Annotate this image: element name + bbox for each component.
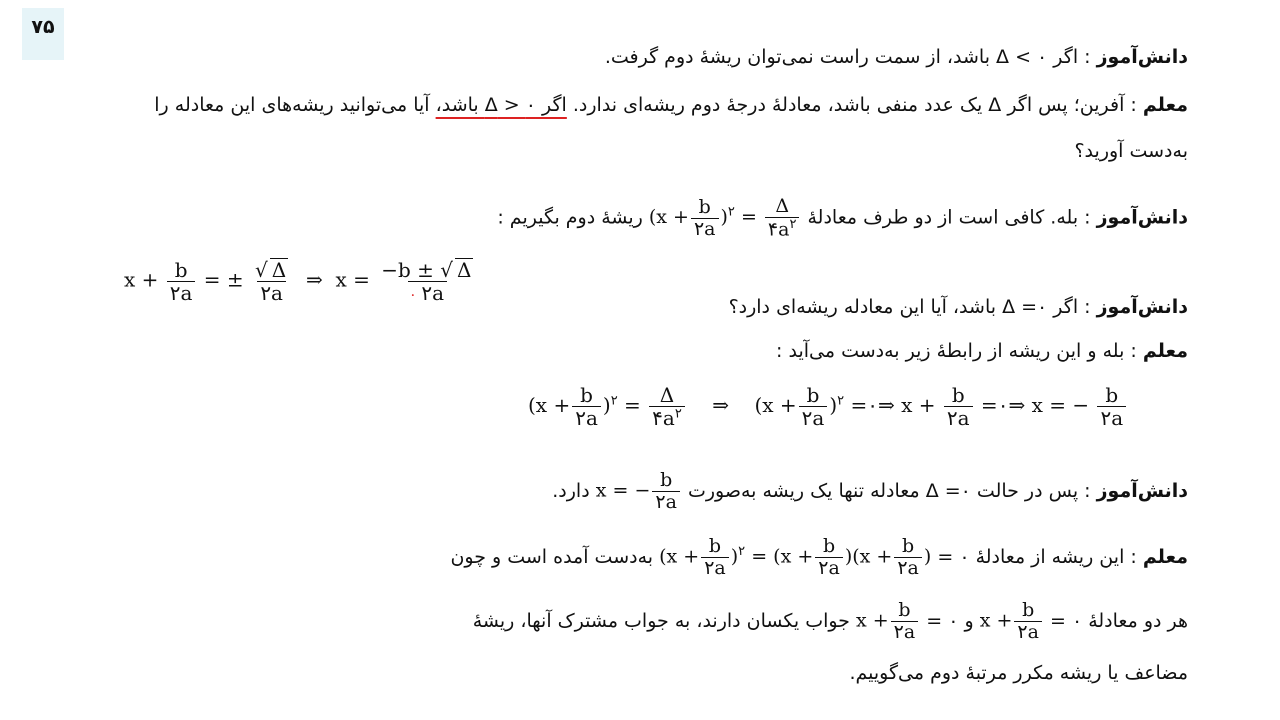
line-text: و ۰ = — [926, 609, 974, 632]
speaker-student: دانش‌آموز — [1096, 479, 1188, 502]
speaker-teacher: معلم — [1142, 545, 1188, 568]
line-text: ریشهٔ دوم بگیریم : — [497, 206, 643, 229]
equation-inline: (x + $\frac{b}{۲a}$ )$^۲$ = (x + $\frac{b}{۲a}$ )(x + $\frac{b}{۲a}$ ) — [659, 535, 932, 579]
dialogue-line-5 — [729, 296, 1188, 318]
line-text: دارد. — [552, 479, 590, 502]
speaker-teacher: معلم — [1142, 340, 1188, 362]
speaker-student: دانش‌آموز — [1096, 296, 1188, 318]
line-text: جواب یکسان دارند، به جواب مشترک آنها، ریشهٔ — [472, 609, 850, 632]
line-text: : پس در حالت ۰= Δ معادله تنها یک ریشه به‌صورت — [687, 479, 1091, 502]
equation-inline: x + $\frac{b}{۲a}$ — [856, 600, 920, 643]
dialogue-line-8 — [450, 536, 1188, 579]
line-text: : این ریشه از معادلهٔ ۰ = — [937, 545, 1137, 568]
dialogue-line-2 — [154, 94, 1188, 116]
double-root-derivation: (x + $\frac{b}{۲a}$ )$^۲$ = $\frac{\Delta}{۴a^۲}$ ⇒ (x + $\frac{b}{۲a}$ )$^۲$ =۰⇒ x + $\frac{b}{۲a}$ =۰⇒ x = − $\frac{b}{۲a}$ — [528, 384, 1128, 429]
line-text: به‌دست آمده است و چون — [450, 545, 654, 568]
line-text: : بله. کافی است از دو طرف معادلهٔ — [807, 206, 1091, 229]
speaker-student: دانش‌آموز — [1096, 46, 1188, 68]
speaker-teacher: معلم — [1142, 94, 1188, 116]
dialogue-line-9 — [473, 600, 1188, 643]
dialogue-line-10 — [849, 662, 1188, 684]
line-text: : بله و این ریشه از رابطهٔ زیر به‌دست می‌آید : — [776, 340, 1137, 362]
dialogue-line-6 — [776, 340, 1188, 362]
speaker-student: دانش‌آموز — [1096, 206, 1188, 229]
equation-inline: x = − $\frac{b}{۲a}$ — [596, 470, 682, 513]
dialogue-line-3 — [1074, 140, 1188, 162]
line-text: : اگر ۰= Δ باشد، آیا این معادله ریشه‌ای دارد؟ — [728, 296, 1091, 318]
line-text: آیا می‌توانید ریشه‌های این معادله را — [154, 94, 430, 116]
underlined-condition: اگر ۰ < Δ باشد، — [435, 94, 567, 116]
page-number: ۷۵ — [22, 8, 64, 60]
dialogue-line-4 — [497, 196, 1188, 240]
dialogue-line-1 — [605, 46, 1188, 68]
root-formula-equation: x + $\frac{b}{۲a}$ = ± $\frac{√ \Delta}{۲a}$ ⇒ x = $\frac{-b \pm √ \Delta}{\cdot ۲a}$ — [124, 257, 472, 306]
line-text: هر دو معادلهٔ ۰ = — [1049, 609, 1188, 632]
line-text: به‌دست آورید؟ — [1074, 140, 1188, 162]
line-text: : اگر ۰ > Δ باشد، از سمت راست نمی‌توان ریشهٔ دوم گرفت. — [604, 46, 1091, 68]
line-text: مضاعف یا ریشه مکرر مرتبهٔ دوم می‌گوییم. — [849, 662, 1188, 684]
dialogue-line-7 — [552, 470, 1188, 513]
line-text: : آفرین؛ پس اگر Δ یک عدد منفی باشد، معادلهٔ درجهٔ دوم ریشه‌ای ندارد. — [566, 94, 1137, 116]
equation-inline: (x + $\frac{b}{۲a}$ )$^۲$ = $\frac{\Delta}{۴a^۲}$ — [649, 196, 802, 240]
equation-inline: x + $\frac{b}{۲a}$ — [980, 600, 1044, 643]
